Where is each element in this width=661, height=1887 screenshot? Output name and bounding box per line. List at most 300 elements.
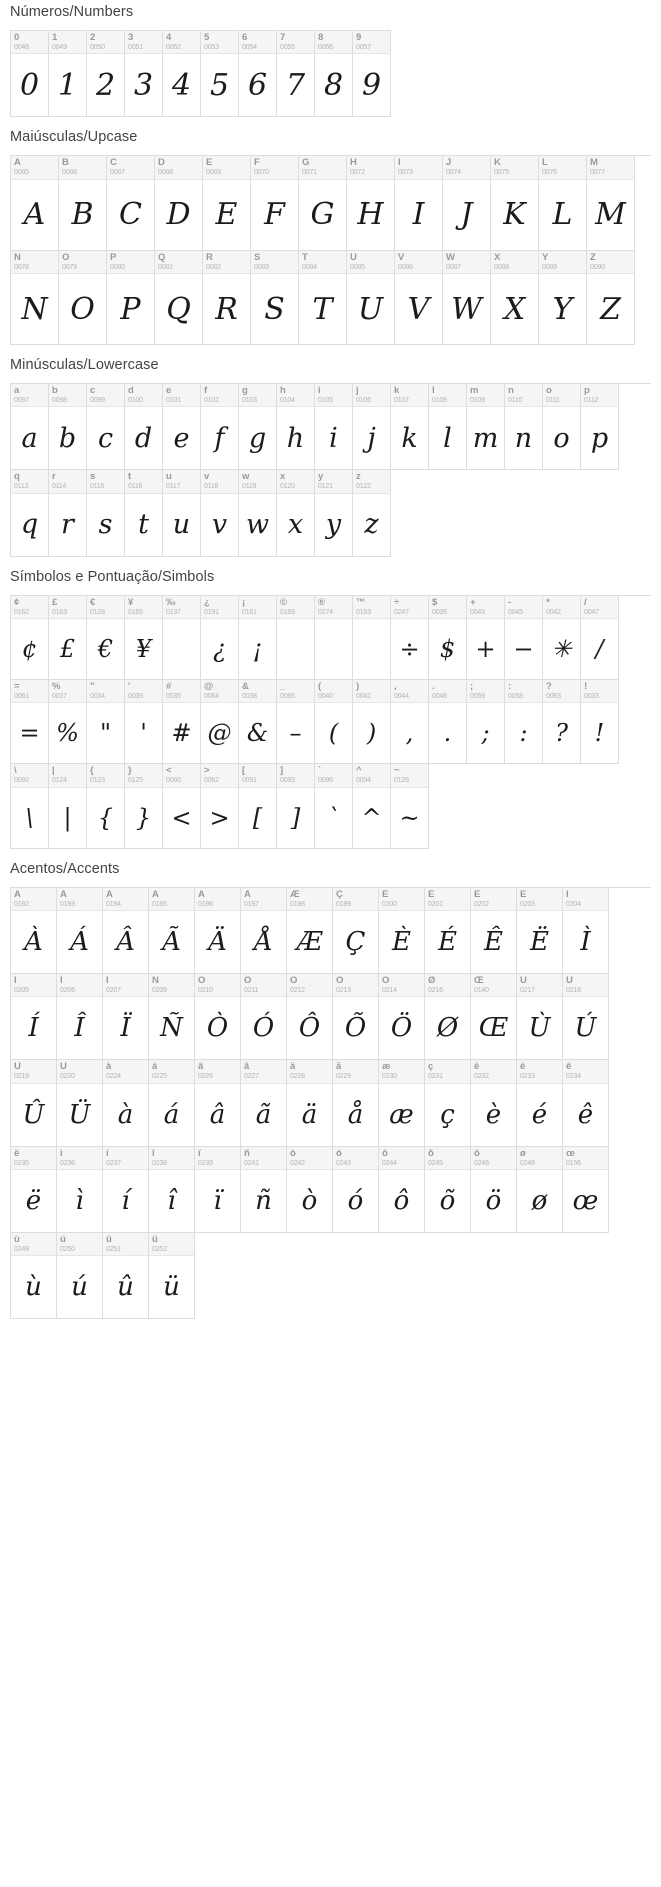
glyph-cell[interactable]	[379, 1147, 425, 1233]
glyph-cell[interactable]	[353, 31, 391, 117]
glyph-cell[interactable]	[517, 888, 563, 974]
glyph-cell[interactable]	[57, 1060, 103, 1146]
glyph-code: 0120	[280, 483, 295, 491]
glyph-cell[interactable]	[315, 470, 353, 556]
glyph-cell[interactable]	[505, 384, 543, 470]
glyph-name: [	[242, 766, 246, 777]
glyph-preview: ã	[255, 1099, 272, 1130]
glyph-cell[interactable]	[11, 1233, 57, 1319]
glyph-code: 0110	[508, 397, 523, 405]
glyph-header	[163, 470, 200, 493]
glyph-cell[interactable]	[251, 156, 299, 250]
glyph-cell[interactable]	[563, 888, 609, 974]
glyph-header	[563, 888, 608, 911]
glyph-code: 0224	[106, 1073, 121, 1081]
glyph-preview: Û	[22, 1099, 45, 1130]
glyph-header	[425, 888, 470, 911]
glyph-name: Ü	[60, 1062, 67, 1073]
glyph-cell[interactable]	[107, 156, 155, 250]
glyph-cell[interactable]	[425, 1147, 471, 1233]
glyph-cell[interactable]	[49, 470, 87, 556]
glyph-cell[interactable]	[587, 251, 635, 345]
glyph-preview: $	[439, 635, 456, 664]
glyph-cell[interactable]	[103, 1233, 149, 1319]
glyph-code: 0089	[542, 263, 557, 271]
glyph-cell[interactable]	[333, 1060, 379, 1146]
glyph-cell[interactable]	[299, 156, 347, 250]
glyph-code: 0097	[14, 397, 29, 405]
glyph-preview: ^	[361, 803, 382, 832]
glyph-code: 0051	[128, 44, 143, 51]
glyph-name: ï	[198, 1148, 201, 1159]
glyph-cell[interactable]	[163, 384, 201, 470]
glyph-code: 0231	[428, 1073, 443, 1081]
glyph-preview: G	[310, 197, 335, 233]
glyph-cell[interactable]	[149, 1060, 195, 1146]
glyph-header	[395, 251, 442, 274]
glyph-code: 0214	[382, 987, 397, 995]
glyph-cell[interactable]	[425, 1060, 471, 1146]
glyph-preview: £	[59, 635, 76, 664]
glyph-code: 0077	[590, 169, 605, 177]
glyph-cell[interactable]	[163, 596, 201, 680]
glyph-cell[interactable]	[429, 384, 467, 470]
glyph-name: e	[166, 386, 172, 397]
glyph-cell[interactable]	[467, 384, 505, 470]
glyph-name: Õ	[336, 976, 344, 987]
glyph-name: 1	[52, 33, 58, 43]
glyph-name: #	[166, 682, 172, 693]
glyph-name: ò	[290, 1148, 296, 1159]
glyph-cell[interactable]	[163, 31, 201, 117]
glyph-name: H	[350, 158, 357, 169]
glyph-cell[interactable]	[87, 470, 125, 556]
glyph-cell[interactable]	[87, 31, 125, 117]
glyph-preview: B	[71, 197, 94, 233]
glyph-cell[interactable]	[467, 596, 505, 680]
glyph-cell[interactable]	[149, 1233, 195, 1319]
glyph-code: 0228	[290, 1073, 305, 1081]
glyph-code: 0081	[158, 263, 173, 271]
glyph-cell[interactable]	[429, 596, 467, 680]
glyph-cell[interactable]	[315, 764, 353, 848]
glyph-cell[interactable]	[563, 1060, 609, 1146]
glyph-cell[interactable]	[195, 888, 241, 974]
glyph-cell[interactable]	[57, 888, 103, 974]
glyph-cell[interactable]	[287, 888, 333, 974]
glyph-name: ~	[394, 766, 400, 777]
glyph-cell[interactable]	[251, 251, 299, 345]
glyph-header	[333, 974, 378, 997]
glyph-header	[353, 680, 390, 703]
glyph-name: X	[494, 252, 501, 263]
glyph-cell[interactable]	[241, 1147, 287, 1233]
glyph-cell[interactable]	[425, 888, 471, 974]
glyph-cell[interactable]	[353, 596, 391, 680]
glyph-cell[interactable]	[429, 680, 467, 764]
glyph-cell[interactable]	[379, 888, 425, 974]
glyph-name: a	[14, 386, 20, 397]
glyph-cell[interactable]	[125, 470, 163, 556]
glyph-preview: `	[327, 803, 340, 832]
glyph-header	[57, 888, 102, 911]
glyph-cell[interactable]	[163, 680, 201, 764]
glyph-cell[interactable]	[517, 1060, 563, 1146]
glyph-cell[interactable]	[201, 31, 239, 117]
glyph-cell[interactable]	[277, 384, 315, 470]
glyph-header	[195, 1060, 240, 1083]
glyph-cell[interactable]	[443, 156, 491, 250]
glyph-cell[interactable]	[443, 251, 491, 345]
glyph-cell[interactable]	[347, 156, 395, 250]
glyph-cell[interactable]	[125, 31, 163, 117]
glyph-preview: t	[138, 509, 149, 541]
glyph-code: 0247	[394, 608, 409, 616]
glyph-preview: ø	[531, 1186, 548, 1217]
glyph-cell[interactable]	[425, 974, 471, 1060]
glyph-code: 0126	[394, 777, 409, 785]
glyph-cell[interactable]	[57, 1147, 103, 1233]
glyph-cell[interactable]	[581, 680, 619, 764]
glyph-header	[505, 384, 542, 407]
glyph-cell[interactable]	[11, 31, 49, 117]
glyph-code: 0093	[280, 777, 295, 785]
glyph-cell[interactable]	[491, 156, 539, 250]
glyph-name: À	[14, 889, 21, 900]
glyph-cell[interactable]	[125, 596, 163, 680]
glyph-cell[interactable]	[353, 470, 391, 556]
glyph-code: 0056	[318, 44, 333, 51]
glyph-name: <	[166, 766, 172, 777]
glyph-cell[interactable]	[59, 156, 107, 250]
glyph-code: 0109	[470, 397, 485, 405]
glyph-code: 0198	[290, 900, 305, 908]
glyph-cell[interactable]	[379, 1060, 425, 1146]
glyph-cell[interactable]	[563, 974, 609, 1060]
glyph-code: 0233	[520, 1073, 535, 1081]
glyph-cell[interactable]	[471, 1147, 517, 1233]
glyph-cell[interactable]	[543, 596, 581, 680]
glyph-header	[429, 596, 466, 619]
glyph-name: "	[90, 682, 95, 693]
glyph-code: 0243	[336, 1159, 351, 1167]
glyph-cell[interactable]	[203, 156, 251, 250]
glyph-name: ø	[520, 1148, 526, 1159]
glyph-cell[interactable]	[49, 764, 87, 848]
glyph-cell[interactable]	[103, 974, 149, 1060]
glyph-preview: Ô	[298, 1013, 321, 1044]
section-title: Símbolos e Pontuação/Simbols	[10, 568, 215, 585]
glyph-code: 0073	[398, 169, 413, 177]
glyph-cell[interactable]	[539, 251, 587, 345]
glyph-cell[interactable]	[379, 974, 425, 1060]
glyph-cell[interactable]	[201, 680, 239, 764]
glyph-header	[125, 384, 162, 407]
glyph-cell[interactable]	[201, 470, 239, 556]
glyph-cell[interactable]	[125, 764, 163, 848]
glyph-header	[379, 1147, 424, 1170]
glyph-header	[163, 384, 200, 407]
glyph-header	[11, 596, 48, 619]
glyph-name: o	[546, 386, 552, 397]
glyph-cell[interactable]	[353, 680, 391, 764]
glyph-cell[interactable]	[391, 680, 429, 764]
glyph-cell[interactable]	[587, 156, 635, 250]
glyph-cell[interactable]	[11, 251, 59, 345]
glyph-header	[287, 974, 332, 997]
glyph-cell[interactable]	[277, 31, 315, 117]
glyph-cell[interactable]	[57, 1233, 103, 1319]
glyph-preview: á	[163, 1099, 180, 1130]
glyph-header	[391, 680, 428, 703]
glyph-cell[interactable]	[467, 680, 505, 764]
glyph-cell[interactable]	[471, 1060, 517, 1146]
glyph-cell[interactable]	[155, 156, 203, 250]
glyph-cell[interactable]	[277, 470, 315, 556]
glyph-cell[interactable]	[239, 31, 277, 117]
glyph-cell[interactable]	[195, 1147, 241, 1233]
glyph-cell[interactable]	[395, 156, 443, 250]
glyph-name: ,	[394, 682, 397, 693]
glyph-cell[interactable]	[241, 1060, 287, 1146]
glyph-cell[interactable]	[11, 470, 49, 556]
glyph-name: å	[336, 1062, 342, 1073]
glyph-cell[interactable]	[87, 764, 125, 848]
glyph-cell[interactable]	[49, 596, 87, 680]
glyph-cell[interactable]	[149, 974, 195, 1060]
glyph-preview: Q	[166, 291, 191, 327]
section-title: Maiúsculas/Upcase	[10, 129, 138, 146]
glyph-cell[interactable]	[57, 974, 103, 1060]
glyph-cell[interactable]	[353, 384, 391, 470]
glyph-cell[interactable]	[11, 384, 49, 470]
glyph-header	[11, 31, 48, 54]
glyph-cell[interactable]	[103, 1060, 149, 1146]
glyph-code: 0128	[90, 608, 105, 616]
glyph-header	[287, 888, 332, 911]
glyph-cell[interactable]	[103, 1147, 149, 1233]
glyph-cell[interactable]	[395, 251, 443, 345]
glyph-code: 0113	[14, 483, 29, 491]
glyph-cell[interactable]	[277, 764, 315, 848]
glyph-name: ç	[428, 1062, 434, 1073]
glyph-preview: K	[503, 197, 526, 233]
glyph-cell[interactable]	[125, 384, 163, 470]
glyph-header	[347, 251, 394, 274]
glyph-preview: b	[58, 422, 77, 454]
glyph-cell[interactable]	[391, 764, 429, 848]
glyph-code: 0103	[242, 397, 257, 405]
glyph-cell[interactable]	[195, 974, 241, 1060]
glyph-cell[interactable]	[333, 888, 379, 974]
glyph-cell[interactable]	[239, 470, 277, 556]
glyph-preview: p	[590, 422, 609, 454]
glyph-header	[103, 1147, 148, 1170]
glyph-code: 0035	[166, 693, 181, 701]
glyph-preview: T	[312, 291, 333, 327]
glyph-cell[interactable]	[315, 680, 353, 764]
glyph-name: ú	[60, 1235, 66, 1246]
glyph-code: 0205	[14, 987, 29, 995]
glyph-cell[interactable]	[539, 156, 587, 250]
glyph-preview: h	[286, 422, 305, 454]
glyph-cell[interactable]	[125, 680, 163, 764]
glyph-cell[interactable]	[155, 251, 203, 345]
glyph-name: 3	[128, 33, 134, 43]
glyph-name: l	[432, 386, 435, 397]
glyph-cell[interactable]	[149, 888, 195, 974]
glyph-name: ®	[318, 597, 325, 608]
glyph-cell[interactable]	[11, 680, 49, 764]
glyph-cell[interactable]	[201, 764, 239, 848]
glyph-cell[interactable]	[347, 251, 395, 345]
glyph-cell[interactable]	[391, 596, 429, 680]
glyph-cell[interactable]	[11, 1060, 57, 1146]
glyph-cell[interactable]	[11, 764, 49, 848]
glyph-header	[581, 680, 618, 703]
glyph-code: 0059	[470, 693, 485, 701]
glyph-grid	[10, 155, 651, 345]
glyph-preview: ì	[75, 1186, 84, 1217]
glyph-cell[interactable]	[315, 384, 353, 470]
glyph-name: -	[508, 597, 512, 608]
glyph-header	[581, 596, 618, 619]
glyph-header	[277, 680, 314, 703]
glyph-cell[interactable]	[107, 251, 155, 345]
glyph-name: Œ	[474, 976, 484, 987]
glyph-code: 0042	[546, 608, 561, 616]
glyph-cell[interactable]	[239, 680, 277, 764]
glyph-cell[interactable]	[87, 596, 125, 680]
glyph-cell[interactable]	[103, 888, 149, 974]
glyph-cell[interactable]	[543, 680, 581, 764]
glyph-cell[interactable]	[287, 974, 333, 1060]
glyph-cell[interactable]	[203, 251, 251, 345]
glyph-cell[interactable]	[11, 1147, 57, 1233]
glyph-cell[interactable]	[277, 596, 315, 680]
glyph-name: &	[242, 682, 249, 693]
glyph-preview: E	[215, 197, 238, 233]
glyph-cell[interactable]	[353, 764, 391, 848]
glyph-cell[interactable]	[49, 384, 87, 470]
glyph-code: 0037	[52, 693, 67, 701]
glyph-header	[517, 1060, 562, 1083]
glyph-cell[interactable]	[333, 974, 379, 1060]
glyph-code: 0238	[152, 1159, 167, 1167]
glyph-cell[interactable]	[149, 1147, 195, 1233]
glyph-code: 0195	[152, 900, 167, 908]
glyph-preview: â	[209, 1099, 226, 1130]
glyph-cell[interactable]	[195, 1060, 241, 1146]
glyph-cell[interactable]	[239, 384, 277, 470]
glyph-cell[interactable]	[11, 156, 59, 250]
glyph-code: 0197	[244, 900, 259, 908]
glyph-preview: È	[392, 927, 411, 958]
glyph-cell[interactable]	[11, 596, 49, 680]
glyph-cell[interactable]	[287, 1060, 333, 1146]
glyph-cell[interactable]	[581, 384, 619, 470]
glyph-header	[299, 156, 346, 179]
glyph-cell[interactable]	[299, 251, 347, 345]
glyph-header	[11, 974, 56, 997]
glyph-cell[interactable]	[563, 1147, 609, 1233]
glyph-code: 0248	[520, 1159, 535, 1167]
glyph-code: 0115	[90, 483, 105, 491]
glyph-header	[87, 31, 124, 54]
glyph-preview: o	[553, 422, 570, 454]
glyph-cell[interactable]	[87, 680, 125, 764]
glyph-preview: Œ	[478, 1013, 509, 1044]
glyph-cell[interactable]	[201, 596, 239, 680]
glyph-name: ô	[382, 1148, 388, 1159]
glyph-cell[interactable]	[241, 974, 287, 1060]
glyph-code: 0090	[590, 263, 605, 271]
glyph-preview: Y	[552, 291, 573, 327]
glyph-cell[interactable]	[581, 596, 619, 680]
glyph-code: 0121	[318, 483, 333, 491]
glyph-header	[353, 384, 390, 407]
glyph-preview: –	[289, 719, 302, 748]
glyph-cell[interactable]	[315, 31, 353, 117]
glyph-header	[125, 680, 162, 703]
glyph-cell[interactable]	[287, 1147, 333, 1233]
glyph-cell[interactable]	[87, 384, 125, 470]
glyph-preview: í	[121, 1186, 130, 1217]
glyph-code: 0235	[14, 1159, 29, 1167]
glyph-cell[interactable]	[517, 974, 563, 1060]
glyph-name: 6	[242, 33, 248, 43]
glyph-cell[interactable]	[201, 384, 239, 470]
glyph-cell[interactable]	[241, 888, 287, 974]
glyph-cell[interactable]	[11, 888, 57, 974]
glyph-cell[interactable]	[505, 596, 543, 680]
glyph-cell[interactable]	[239, 764, 277, 848]
glyph-cell[interactable]	[163, 764, 201, 848]
glyph-cell[interactable]	[471, 974, 517, 1060]
glyph-cell[interactable]	[491, 251, 539, 345]
glyph-cell[interactable]	[239, 596, 277, 680]
glyph-cell[interactable]	[505, 680, 543, 764]
glyph-preview: y	[325, 509, 342, 541]
glyph-code: 0046	[432, 693, 447, 701]
glyph-cell[interactable]	[391, 384, 429, 470]
glyph-name: 2	[90, 33, 96, 43]
glyph-cell[interactable]	[59, 251, 107, 345]
glyph-preview: ~	[399, 803, 420, 832]
glyph-code: 0062	[204, 777, 219, 785]
glyph-cell[interactable]	[543, 384, 581, 470]
glyph-cell[interactable]	[277, 680, 315, 764]
glyph-cell[interactable]	[471, 888, 517, 974]
glyph-cell[interactable]	[163, 470, 201, 556]
glyph-cell[interactable]	[517, 1147, 563, 1233]
glyph-preview: 3	[133, 67, 154, 103]
glyph-preview: ,	[405, 719, 414, 748]
glyph-preview: @	[207, 719, 232, 748]
glyph-cell[interactable]	[49, 31, 87, 117]
glyph-cell[interactable]	[315, 596, 353, 680]
glyph-cell[interactable]	[49, 680, 87, 764]
glyph-cell[interactable]	[11, 974, 57, 1060]
glyph-header	[543, 384, 580, 407]
glyph-code: 0104	[280, 397, 295, 405]
glyph-header	[11, 1233, 56, 1256]
glyph-code: 0079	[62, 263, 77, 271]
glyph-name: B	[62, 158, 69, 169]
glyph-cell[interactable]	[333, 1147, 379, 1233]
glyph-name: .	[432, 682, 435, 693]
glyph-header	[59, 156, 106, 179]
